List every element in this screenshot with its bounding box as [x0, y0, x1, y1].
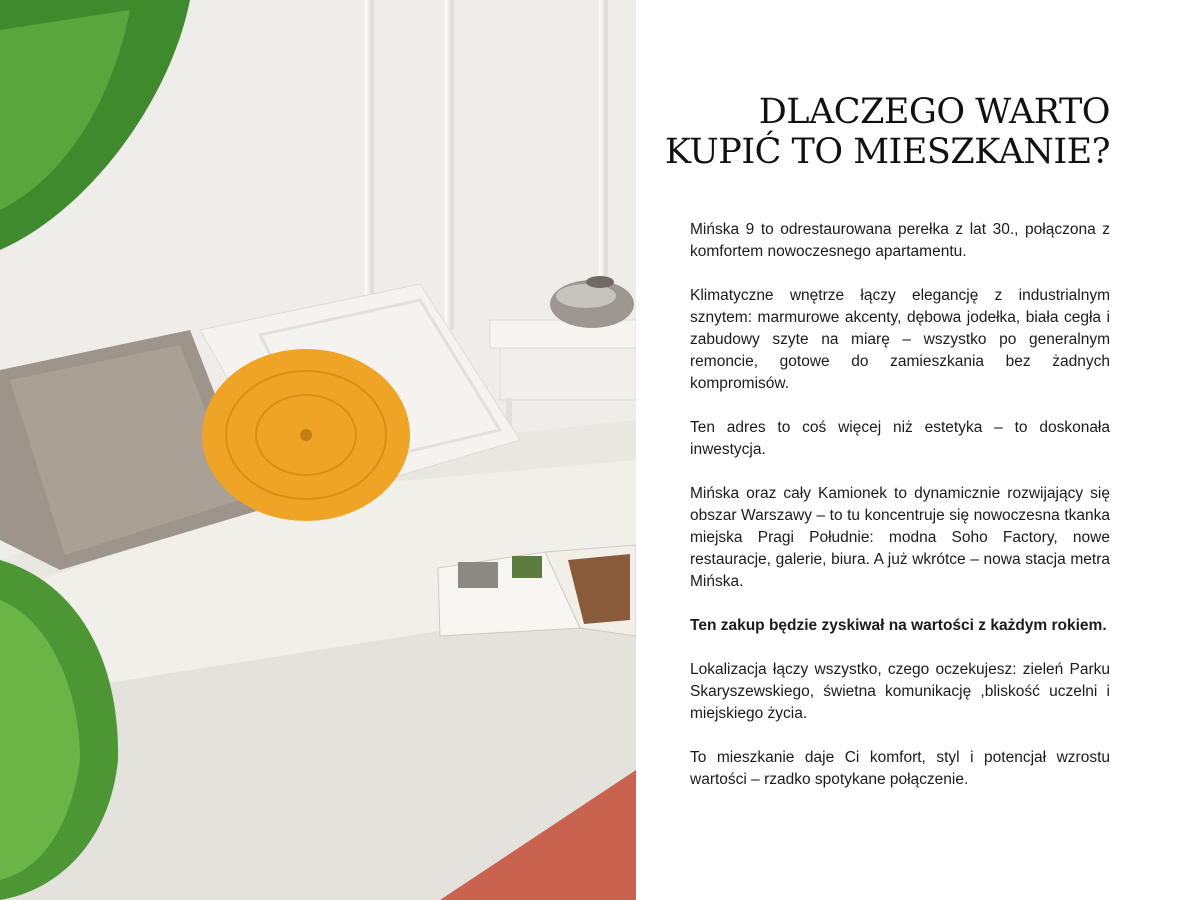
page-heading — [650, 92, 1110, 172]
body-text — [690, 219, 1110, 813]
paragraph: To mieszkanie daje Ci komfort, styl i potencjał wzrostu wartości – rzadko spotykane połączenie. — [690, 749, 1110, 788]
yellow-round-pillow — [202, 349, 410, 521]
highlight-paragraph: Ten zakup będzie zyskiwał na wartości z każdym rokiem. — [690, 617, 1107, 634]
heading-line-2: KUPIĆ TO MIESZKANIE? — [664, 132, 1110, 172]
text-panel — [636, 0, 1200, 900]
paragraph: Klimatyczne wnętrze łączy elegancję z industrialnym sznytem: marmurowe akcenty, dębowa jodełka, biała cegła i zabudowy szyte na miarę – wszystko po generalnym remoncie, gotowe do zamieszkania bez żadnych kompromisów. — [690, 287, 1110, 392]
heading-line-1: DLACZEGO WARTO — [758, 92, 1110, 132]
paragraph: Lokalizacja łączy wszystko, czego oczekujesz: zieleń Parku Skaryszewskiego, świetna komunikację ,bliskość uczelni i miejskiego życia. — [690, 661, 1110, 722]
paragraph: Mińska oraz cały Kamionek to dynamicznie rozwijający się obszar Warszawy – to tu koncentruje się nowoczesna tkanka miejska Pragi Południe: modna Soho Factory, nowe restauracje, galerie, biura. A już wkrótce – nowa stacja metra Mińska. — [690, 485, 1110, 590]
paragraph: Ten adres to coś więcej niż estetyka – to doskonała inwestycja. — [690, 419, 1110, 458]
paragraph: Mińska 9 to odrestaurowana perełka z lat 30., połączona z komfortem nowoczesnego apartamentu. — [690, 221, 1110, 260]
